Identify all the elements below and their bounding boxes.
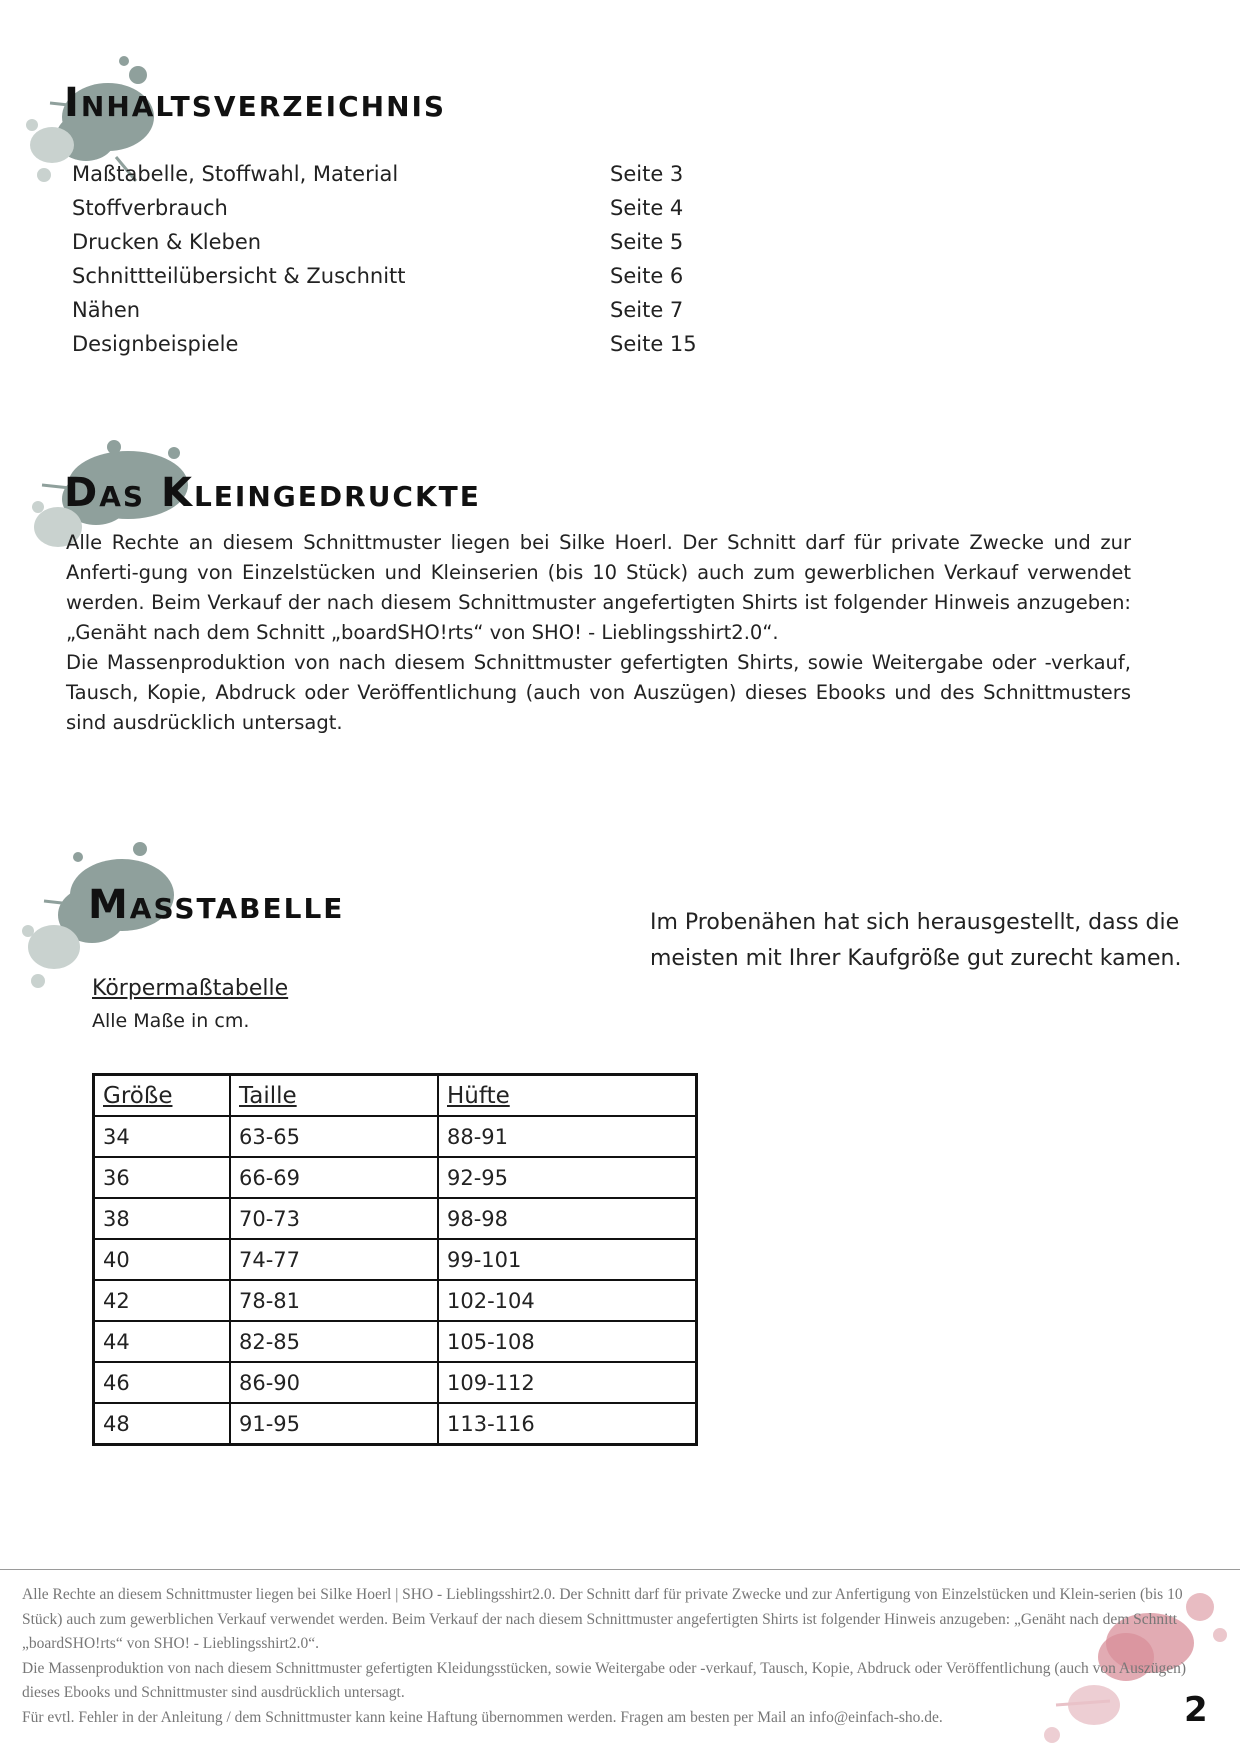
- toc-entry: [72, 259, 712, 293]
- toc-entry: [72, 293, 712, 327]
- unit-note: Alle Maße in cm.: [92, 1010, 250, 1032]
- size-cell: 40: [94, 1239, 231, 1280]
- table-row: [94, 1321, 697, 1362]
- table-row: [94, 1362, 697, 1403]
- toc-entry-page: Seite 3: [610, 162, 684, 186]
- column-header-hip: Hüfte: [438, 1075, 697, 1117]
- toc-entry: [72, 225, 712, 259]
- toc-entry: [72, 157, 712, 191]
- waist-cell: 78-81: [230, 1280, 438, 1321]
- waist-cell: 66-69: [230, 1157, 438, 1198]
- size-cell: 46: [94, 1362, 231, 1403]
- fit-note: Im Probenähen hat sich herausgestellt, dass die meisten mit Ihrer Kaufgröße gut zurecht kamen.: [650, 910, 1182, 971]
- waist-cell: 63-65: [230, 1116, 438, 1157]
- footer-divider: [0, 1569, 1240, 1570]
- waist-cell: 82-85: [230, 1321, 438, 1362]
- size-cell: 42: [94, 1280, 231, 1321]
- size-table: [92, 1073, 698, 1446]
- table-of-contents: [72, 157, 712, 361]
- footer-legal-text: [22, 1583, 1217, 1730]
- toc-entry-page: Seite 7: [610, 298, 684, 322]
- table-row: [94, 1239, 697, 1280]
- hip-cell: 98-98: [438, 1198, 697, 1239]
- footer-paragraph: Für evtl. Fehler in der Anleitung / dem Schnittmuster kann keine Haftung übernommen werden. Fragen am besten per Mail an info@einfach-sho.de.: [22, 1708, 943, 1726]
- hip-cell: 105-108: [438, 1321, 697, 1362]
- toc-entry-label: Drucken & Kleben: [72, 230, 262, 254]
- size-chart-heading: Masstabelle: [88, 882, 345, 928]
- toc-entry-page: Seite 5: [610, 230, 684, 254]
- table-row: [94, 1116, 697, 1157]
- table-header-row: [94, 1075, 697, 1117]
- table-row: [94, 1157, 697, 1198]
- toc-entry: [72, 327, 712, 361]
- toc-entry: [72, 191, 712, 225]
- fine-print-text: [66, 528, 1131, 738]
- toc-entry-label: Stoffverbrauch: [72, 196, 228, 220]
- toc-entry-label: Schnittteilübersicht & Zuschnitt: [72, 264, 406, 288]
- footer-paragraph: Alle Rechte an diesem Schnittmuster liegen bei Silke Hoerl | SHO - Lieblingsshirt2.0. Der Schnitt darf für private Zwecke und zur Anfertigung von Einzelstücken und Klein-serien (bis 10 Stück) auch zum gewerblichen Verkauf verwendet werden. Beim Verkauf der nach diesem Schnittmuster angefertigten Shirts ist folgender Hinweis anzugeben: „Genäht nach dem Schnitt „boardSHO!rts“ von SHO! - Lieblingsshirt2.0“.: [22, 1586, 1183, 1652]
- footer-paragraph: Die Massenproduktion von nach diesem Schnittmuster gefertigten Kleidungsstücken, sowie Weitergabe oder -verkauf, Tausch, Kopie, Abdruck oder Veröffentlichung (auch von Auszügen) dieses Ebooks und Schnittmuster sind ausdrücklich untersagt.: [22, 1659, 1187, 1701]
- hip-cell: 99-101: [438, 1239, 697, 1280]
- toc-entry-label: Nähen: [72, 298, 141, 322]
- toc-entry-label: Maßtabelle, Stoffwahl, Material: [72, 162, 399, 186]
- size-cell: 34: [94, 1116, 231, 1157]
- waist-cell: 74-77: [230, 1239, 438, 1280]
- waist-cell: 86-90: [230, 1362, 438, 1403]
- hip-cell: 102-104: [438, 1280, 697, 1321]
- size-cell: 48: [94, 1403, 231, 1445]
- toc-heading: Inhaltsverzeichnis: [64, 80, 447, 126]
- toc-entry-page: Seite 4: [610, 196, 684, 220]
- table-row: [94, 1403, 697, 1445]
- table-row: [94, 1198, 697, 1239]
- column-header-waist: Taille: [230, 1075, 438, 1117]
- hip-cell: 88-91: [438, 1116, 697, 1157]
- size-cell: 36: [94, 1157, 231, 1198]
- toc-entry-page: Seite 15: [610, 332, 697, 356]
- fine-print-paragraph: Alle Rechte an diesem Schnittmuster liegen bei Silke Hoerl. Der Schnitt darf für private Zwecke und zur Anferti-gung von Einzelstücken und Kleinserien (bis 10 Stück) auch zum gewerblichen Verkauf verwendet werden. Beim Verkauf der nach diesem Schnittmuster angefertigten Shirts ist folgender Hinweis anzugeben: „Genäht nach dem Schnitt „boardSHO!rts“ von SHO! - Lieblingsshirt2.0“.: [66, 531, 1131, 644]
- waist-cell: 91-95: [230, 1403, 438, 1445]
- body-measurement-title: Körpermaßtabelle: [92, 976, 289, 1001]
- size-cell: 44: [94, 1321, 231, 1362]
- hip-cell: 113-116: [438, 1403, 697, 1445]
- fine-print-paragraph: Die Massenproduktion von nach diesem Schnittmuster gefertigten Shirts, sowie Weitergabe oder -verkauf, Tausch, Kopie, Abdruck oder Veröffentlichung (auch von Auszügen) dieses Ebooks und des Schnittmusters sind ausdrücklich untersagt.: [66, 651, 1131, 734]
- waist-cell: 70-73: [230, 1198, 438, 1239]
- fine-print-heading: Das Kleingedruckte: [64, 470, 481, 516]
- toc-entry-label: Designbeispiele: [72, 332, 239, 356]
- size-cell: 38: [94, 1198, 231, 1239]
- page-number: 2: [1184, 1690, 1208, 1730]
- column-header-size: Größe: [94, 1075, 231, 1117]
- hip-cell: 109-112: [438, 1362, 697, 1403]
- toc-entry-page: Seite 6: [610, 264, 684, 288]
- hip-cell: 92-95: [438, 1157, 697, 1198]
- table-row: [94, 1280, 697, 1321]
